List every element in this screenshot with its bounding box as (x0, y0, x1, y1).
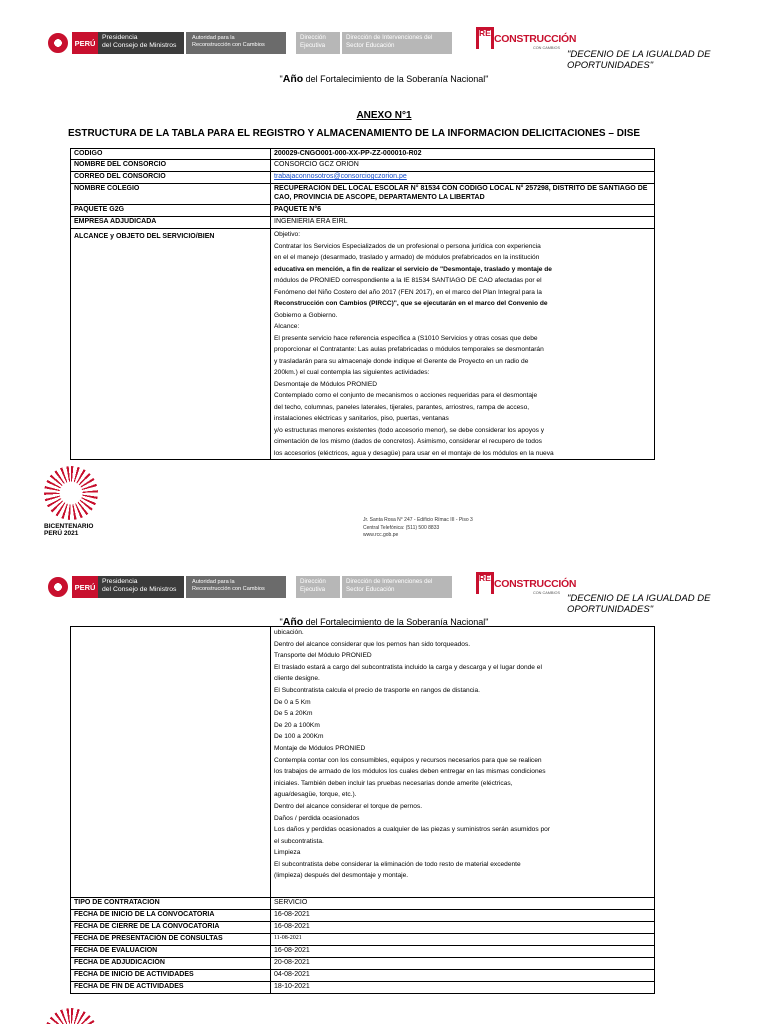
recon-word: CONSTRUCCIÓN (494, 578, 577, 590)
decenio-line-2: OPORTUNIDADES" (567, 59, 654, 71)
scope-line: Contempla contar con los consumibles, equipos y recursos necesarios para que se realicen (274, 756, 542, 764)
anio-open: " (279, 74, 283, 84)
row-value: INGENIERIA ERA EIRL (271, 217, 655, 229)
page-title: ANEXO N°1 (356, 110, 412, 121)
pcm-logo (98, 576, 184, 598)
scope-line: en el el manejo (desarmado, traslado y armado) de módulos prefabricados en la institución (274, 254, 540, 261)
table-row (71, 934, 655, 946)
recon-sub: CON CAMBIOS (532, 46, 560, 50)
bicentenario-logo-2 (44, 1008, 98, 1024)
scope-line: Reconstrucción con Cambios (PIRCC)", que se ejecutarán en el marco del Convenio de (274, 300, 548, 307)
recon-sub: CON CAMBIOS (532, 591, 560, 595)
row-label: NOMBRE DEL CONSORCIO (71, 160, 271, 172)
table-row (71, 217, 655, 229)
autoridad-line-1: Autoridad para la (192, 35, 235, 41)
row-value: RECUPERACION DEL LOCAL ESCOLAR N° 81534 CON CODIGO LOCAL N° 257298, DISTRITO DE SANTIAGO DE CAO, PROVINCIA DE ASCOPE, DEPARTAMENTO LA LIBERTAD (271, 184, 655, 205)
scope-line: Transporte del Módulo PRONIED (274, 652, 372, 660)
table-row (71, 627, 655, 898)
scope-line: los accesorios (eléctricos, agua y desagüe) para usar en el montaje de los módulos en la nueva (274, 449, 554, 457)
decenio-text (567, 50, 710, 71)
address-line-1: Jr. Santa Rosa N° 247 - Edificio Rímac III - Piso 3 (363, 517, 473, 523)
scope-line: y trasladarán para su almacenaje donde indique el Gerente de Proyecto en un radio de (274, 357, 529, 365)
row-label: CORREO DEL CONSORCIO (71, 172, 271, 184)
scope-lines (274, 229, 651, 459)
recon-re: RE (479, 573, 491, 583)
scope-text-continued (271, 627, 655, 898)
direccion-line-2: Ejecutiva (300, 585, 326, 593)
bicentenario-sun-icon (44, 1008, 98, 1024)
registration-table-1 (70, 148, 655, 460)
scope-line: el subcontratista. (274, 837, 324, 845)
scope-line: proporcionar el Contratante: Las aulas prefabricadas o módulos temporales se desmontarán (274, 346, 544, 353)
table-row (71, 982, 655, 994)
autoridad-logo (186, 32, 286, 54)
scope-line: Montaje de Módulos PRONIED (274, 744, 366, 752)
scope-line: Gobierno a Gobierno. (274, 311, 338, 319)
scope-line: Dentro del alcance considerar que los pernos han sido torqueados. (274, 640, 471, 648)
scope-line: los trabajos de armado de los módulos los cuales deben entregar en las mismas condiciones (274, 768, 546, 776)
anio-bold: Año (282, 616, 304, 628)
row-label: PAQUETE G2G (71, 205, 271, 217)
row-value: PAQUETE N°6 (271, 205, 655, 217)
row-label: EMPRESA ADJUDICADA (71, 217, 271, 229)
pcm-line-1: Presidencia (102, 578, 138, 585)
scope-line: (limpieza) después del desmontaje y montaje. (274, 872, 409, 880)
header-logos (48, 32, 452, 54)
scope-line: iniciales. También deben incluir las pruebas necesarias donde amerite (eléctricas, (274, 779, 513, 787)
address-line-2: Central Telefónica: (511) 500 8833 (363, 524, 440, 531)
row-label: FECHA DE INICIO DE ACTIVIDADES (71, 970, 271, 982)
reconstruccion-logo (476, 27, 577, 51)
scope-line: El Subcontratista calcula el precio de trasporte en rangos de distancia. (274, 686, 480, 694)
scope-line: módulos de PRONIED correspondiente a la IE 81534 SANTIAGO DE CAO afectadas por el (274, 277, 542, 284)
peru-shield-icon (48, 577, 68, 597)
scope-line: ubicación. (274, 629, 304, 636)
row-value: 16-08-2021 (271, 946, 655, 958)
table-row (71, 229, 655, 460)
scope-line: Contemplado como el conjunto de mecanismos o acciones requeridas para el desmontaje (274, 392, 538, 399)
row-value: 11-08-2021 (271, 934, 655, 946)
scope-line: y/o estructuras menores existentes (todo accesorio menor), se debe considerar los apoyos y (274, 426, 545, 434)
email-link[interactable]: trabajaconnosotros@consorciogczorion.pe (274, 173, 407, 180)
scope-line: Dentro del alcance considerar el torque de pernos. (274, 802, 423, 810)
row-label: FECHA DE CIERRE DE LA CONVOCATORIA (71, 922, 271, 934)
row-label: TIPO DE CONTRATACION (71, 898, 271, 910)
direccion-ejecutiva (296, 576, 340, 598)
bicentenario-sun-icon (44, 466, 98, 520)
pcm-line-2: del Consejo de Ministros (102, 41, 177, 49)
anio-open: " (279, 617, 283, 627)
scope-line: Contratar los Servicios Especializados de un profesional o persona jurídica con experiencia (274, 242, 541, 250)
pcm-line-1: Presidencia (102, 34, 138, 41)
anio-text (0, 73, 768, 85)
row-label-empty (71, 627, 271, 898)
row-value: 16-08-2021 (271, 922, 655, 934)
anio-bold: Año (282, 73, 304, 85)
scope-line: Alcance: (274, 323, 300, 330)
scope-line: De 100 a 200Km (274, 733, 324, 741)
scope-line: cliente designe. (274, 675, 320, 683)
recon-re: RE (479, 28, 491, 38)
scope-line: instalaciones eléctricas y sanitarios, piso, puertas, ventanas (274, 415, 449, 422)
page-subtitle: ESTRUCTURA DE LA TABLA PARA EL REGISTRO Y ALMACENAMIENTO DE LA INFORMACION DELICITACIONES – DISE (68, 128, 641, 139)
table-row (71, 149, 655, 160)
reconstruccion-logo (476, 572, 577, 596)
row-value (271, 172, 655, 184)
scope-line: Daños / perdida ocasionados (274, 814, 360, 822)
scope-line: Los daños y perdidas ocasionados a cualquier de las piezas y suministros serán asumidos por (274, 826, 550, 834)
peru-shield-icon (48, 33, 68, 53)
dir-interv-line-2: Sector Educación (346, 41, 395, 49)
table-row (71, 958, 655, 970)
scope-line: El subcontratista debe considerar la eliminación de todo resto de material excedente (274, 860, 521, 868)
table-row (71, 172, 655, 184)
row-label: FECHA DE FIN DE ACTIVIDADES (71, 982, 271, 994)
row-label: FECHA DE INICIO DE LA CONVOCATORIA (71, 910, 271, 922)
dir-interv-line-2: Sector Educación (346, 585, 395, 593)
row-label: ALCANCE y OBJETO DEL SERVICIO/BIEN (71, 229, 271, 460)
scope-line: De 20 a 100Km (274, 721, 320, 729)
row-value: 04-08-2021 (271, 970, 655, 982)
autoridad-line-1: Autoridad para la (192, 579, 235, 585)
scope-line: Desmontaje de Módulos PRONIED (274, 380, 377, 388)
anio-rest: del Fortalecimiento de la Soberanía Nacional" (303, 617, 489, 627)
table-row (71, 898, 655, 910)
dir-interv-line-1: Dirección de Intervenciones del (346, 34, 433, 41)
table-row (71, 910, 655, 922)
registration-table-2 (70, 626, 655, 994)
autoridad-line-2: Reconstrucción con Cambios (192, 585, 265, 592)
table-row (71, 970, 655, 982)
pcm-line-2: del Consejo de Ministros (102, 585, 177, 593)
scope-line: agua/desagüe, torque, etc.). (274, 791, 357, 799)
bicentenario-logo (44, 466, 98, 537)
table-row (71, 160, 655, 172)
anio-rest: del Fortalecimiento de la Soberanía Nacional" (303, 74, 489, 84)
table-row (71, 205, 655, 217)
header-logos-2 (48, 576, 452, 598)
direccion-line-1: Dirección (300, 34, 326, 41)
table-row (71, 184, 655, 205)
scope-line: De 0 a 5 Km (274, 698, 311, 706)
row-label: FECHA DE EVALUACION (71, 946, 271, 958)
address-block (363, 517, 473, 540)
scope-line: cimentación de los mismo (dados de concretos). Asimismo, considerar el recupero de todos (274, 438, 542, 445)
decenio-line-2: OPORTUNIDADES" (567, 603, 654, 615)
scope-line: educativa en mención, a fin de realizar el servicio de "Desmontaje, traslado y montaje de (274, 265, 552, 273)
row-value: CONSORCIO GCZ ORION (271, 160, 655, 172)
decenio-line-1: "DECENIO DE LA IGUALDAD DE (567, 49, 711, 60)
direccion-line-2: Ejecutiva (300, 41, 326, 49)
autoridad-logo (186, 576, 286, 598)
scope-line: 200km.) el cual contempla las siguientes actividades: (274, 369, 430, 376)
row-value: 16-08-2021 (271, 910, 655, 922)
row-label: FECHA DE PRESENTACIÓN DE CONSULTAS (71, 934, 271, 946)
peru-label: PERÚ (72, 576, 98, 598)
row-label: FECHA DE ADJUDICACIÓN (71, 958, 271, 970)
dir-interv-line-1: Dirección de Intervenciones del (346, 578, 433, 585)
decenio-line-1: "DECENIO DE LA IGUALDAD DE (567, 593, 711, 604)
direccion-intervenciones (342, 576, 452, 598)
scope-line: El traslado estará a cargo del subcontratista incluido la carga y descarga y el lugar donde el (274, 663, 542, 671)
row-value: 20-08-2021 (271, 958, 655, 970)
scope-lines (274, 627, 651, 882)
scope-line: De 5 a 20Km (274, 710, 313, 718)
website-link[interactable]: www.rcc.gob.pe (363, 532, 399, 538)
decenio-text (567, 594, 710, 615)
peru-label: PERÚ (72, 32, 98, 54)
bicent-line-2: PERÚ 2021 (44, 530, 79, 537)
recon-word: CONSTRUCCIÓN (494, 33, 577, 45)
scope-line: El presente servicio hace referencia específica a (S1010 Servicios y otras cosas que debe (274, 334, 538, 342)
table-row (71, 946, 655, 958)
scope-line: Limpieza (274, 849, 301, 857)
scope-line: del techo, columnas, paneles laterales, tijerales, parantes, arriostres, rampa de acceso, (274, 403, 530, 411)
direccion-ejecutiva (296, 32, 340, 54)
pcm-logo (98, 32, 184, 54)
scope-text (271, 229, 655, 460)
direccion-line-1: Dirección (300, 578, 326, 585)
row-label: CODIGO (71, 149, 271, 160)
row-value: 18-10-2021 (271, 982, 655, 994)
scope-line: Fenómeno del Niño Costero del año 2017 (FEN 2017), en el marco del Plan Integral para la (274, 288, 542, 296)
row-label: NOMBRE COLEGIO (71, 184, 271, 205)
bicent-line-1: BICENTENARIO (44, 523, 94, 530)
scope-line: Objetivo: (274, 231, 301, 238)
row-value: 200029-CNGO001-000-XX-PP-ZZ-000010-R02 (271, 149, 655, 160)
row-value: SERVICIO (271, 898, 655, 910)
autoridad-line-2: Reconstrucción con Cambios (192, 41, 265, 48)
direccion-intervenciones (342, 32, 452, 54)
table-row (71, 922, 655, 934)
